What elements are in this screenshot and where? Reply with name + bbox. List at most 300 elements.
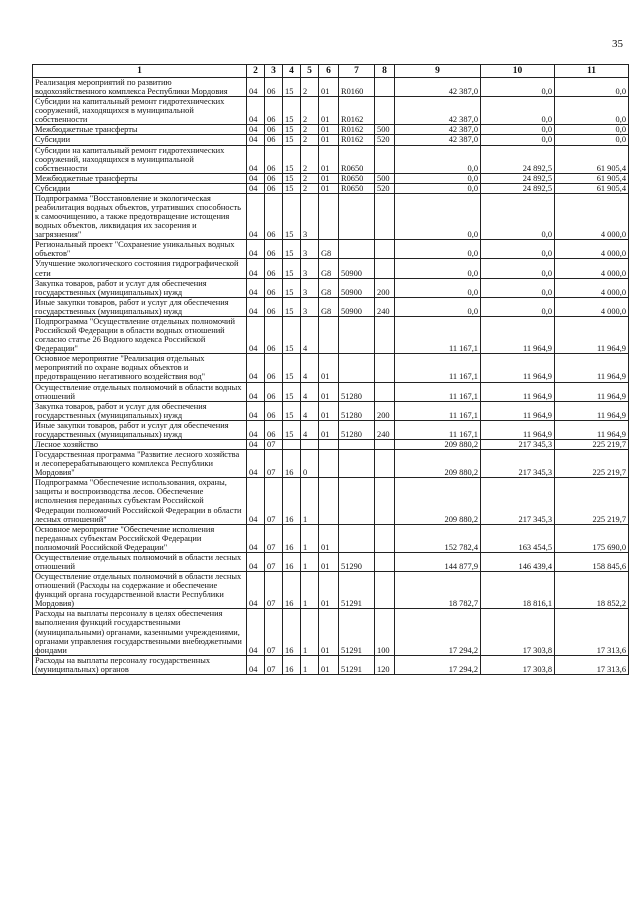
subsection-code-cell: 06 (265, 278, 283, 297)
table-row (33, 524, 629, 552)
expense-type-code-cell (375, 259, 395, 278)
direction-code-cell: R0160 (339, 78, 375, 97)
expense-type-code-cell (375, 97, 395, 125)
amount-year-2-cell: 11 964,9 (481, 420, 555, 439)
table-row (33, 450, 629, 478)
expense-name-cell: Подпрограмма "Обеспечение использования, охраны, защиты и воспроизводства лесов. Обеспечение исполнения переданных субъектам Российской Федерации полномочий Российской Федерации в области лесных отношений" (33, 478, 247, 524)
column-header: 9 (395, 65, 481, 78)
program-code-cell: 15 (283, 316, 301, 353)
expense-type-code-cell: 240 (375, 420, 395, 439)
amount-year-1-cell: 11 167,1 (395, 420, 481, 439)
amount-year-1-cell: 152 782,4 (395, 524, 481, 552)
program-code-cell: 16 (283, 655, 301, 674)
subprogram-code-cell: 2 (301, 173, 319, 183)
amount-year-3-cell: 61 905,4 (555, 183, 629, 193)
program-code-cell: 15 (283, 125, 301, 135)
subprogram-code-cell: 2 (301, 135, 319, 145)
subprogram-code-cell: 1 (301, 609, 319, 655)
amount-year-3-cell: 11 964,9 (555, 420, 629, 439)
subprogram-code-cell: 1 (301, 572, 319, 609)
expense-name-cell: Основное мероприятие "Обеспечение исполнения переданных субъектам Российской Федерации полномочий Российской Федерации" (33, 524, 247, 552)
table-row (33, 572, 629, 609)
event-code-cell: G8 (319, 297, 339, 316)
direction-code-cell (339, 354, 375, 382)
direction-code-cell: R0650 (339, 183, 375, 193)
event-code-cell: 01 (319, 655, 339, 674)
expense-name-cell: Иные закупки товаров, работ и услуг для обеспечения государственных (муниципальных) нужд (33, 297, 247, 316)
amount-year-1-cell: 18 782,7 (395, 572, 481, 609)
column-header: 1 (33, 65, 247, 78)
amount-year-2-cell: 11 964,9 (481, 382, 555, 401)
event-code-cell: 01 (319, 173, 339, 183)
program-code-cell (283, 439, 301, 449)
amount-year-1-cell: 0,0 (395, 240, 481, 259)
direction-code-cell: 50900 (339, 278, 375, 297)
table-row (33, 297, 629, 316)
section-code-cell: 04 (247, 278, 265, 297)
amount-year-3-cell: 11 964,9 (555, 354, 629, 382)
expense-name-cell: Субсидии на капитальный ремонт гидротехнических сооружений, находящихся в муниципальной собственности (33, 145, 247, 173)
amount-year-3-cell: 4 000,0 (555, 193, 629, 239)
subprogram-code-cell: 1 (301, 552, 319, 571)
table-row (33, 259, 629, 278)
expense-name-cell: Межбюджетные трансферты (33, 173, 247, 183)
expense-type-code-cell (375, 316, 395, 353)
event-code-cell: 01 (319, 183, 339, 193)
amount-year-2-cell: 163 454,5 (481, 524, 555, 552)
amount-year-1-cell: 42 387,0 (395, 125, 481, 135)
subsection-code-cell: 06 (265, 183, 283, 193)
amount-year-3-cell: 18 852,2 (555, 572, 629, 609)
table-row (33, 382, 629, 401)
subprogram-code-cell: 0 (301, 450, 319, 478)
amount-year-1-cell: 42 387,0 (395, 97, 481, 125)
program-code-cell: 15 (283, 78, 301, 97)
section-code-cell: 04 (247, 145, 265, 173)
table-row (33, 135, 629, 145)
amount-year-2-cell: 11 964,9 (481, 401, 555, 420)
program-code-cell: 16 (283, 478, 301, 524)
direction-code-cell: 51280 (339, 420, 375, 439)
section-code-cell: 04 (247, 78, 265, 97)
direction-code-cell: 50900 (339, 259, 375, 278)
subprogram-code-cell: 3 (301, 193, 319, 239)
amount-year-3-cell: 158 845,6 (555, 552, 629, 571)
section-code-cell: 04 (247, 420, 265, 439)
amount-year-2-cell: 217 345,3 (481, 478, 555, 524)
amount-year-3-cell: 0,0 (555, 135, 629, 145)
expense-type-code-cell (375, 354, 395, 382)
section-code-cell: 04 (247, 135, 265, 145)
event-code-cell: 01 (319, 382, 339, 401)
direction-code-cell: R0650 (339, 173, 375, 183)
amount-year-1-cell: 42 387,0 (395, 135, 481, 145)
amount-year-1-cell: 42 387,0 (395, 78, 481, 97)
expense-name-cell: Осуществление отдельных полномочий в области лесных отношений (33, 552, 247, 571)
amount-year-2-cell: 0,0 (481, 297, 555, 316)
subsection-code-cell: 06 (265, 354, 283, 382)
event-code-cell (319, 193, 339, 239)
amount-year-3-cell: 225 219,7 (555, 450, 629, 478)
direction-code-cell: 51291 (339, 609, 375, 655)
section-code-cell: 04 (247, 609, 265, 655)
subsection-code-cell: 07 (265, 655, 283, 674)
amount-year-2-cell: 11 964,9 (481, 316, 555, 353)
amount-year-2-cell: 0,0 (481, 193, 555, 239)
direction-code-cell: 51290 (339, 552, 375, 571)
program-code-cell: 15 (283, 135, 301, 145)
section-code-cell: 04 (247, 572, 265, 609)
subprogram-code-cell: 1 (301, 655, 319, 674)
expense-name-cell: Лесное хозяйство (33, 439, 247, 449)
amount-year-3-cell: 0,0 (555, 78, 629, 97)
expense-name-cell: Расходы на выплаты персоналу в целях обеспечения выполнения функций государственными (муниципальными) органами, казенными учреждениями, органами управления государственными внебюджетными фондами (33, 609, 247, 655)
event-code-cell (319, 439, 339, 449)
program-code-cell: 15 (283, 354, 301, 382)
table-row (33, 173, 629, 183)
section-code-cell: 04 (247, 173, 265, 183)
amount-year-3-cell: 4 000,0 (555, 259, 629, 278)
subprogram-code-cell: 3 (301, 259, 319, 278)
amount-year-3-cell: 0,0 (555, 125, 629, 135)
subsection-code-cell: 07 (265, 524, 283, 552)
amount-year-1-cell: 144 877,9 (395, 552, 481, 571)
header-row (33, 65, 629, 78)
direction-code-cell (339, 439, 375, 449)
section-code-cell: 04 (247, 297, 265, 316)
direction-code-cell (339, 524, 375, 552)
subsection-code-cell: 06 (265, 173, 283, 183)
expense-name-cell: Региональный проект "Сохранение уникальных водных объектов" (33, 240, 247, 259)
column-header: 8 (375, 65, 395, 78)
event-code-cell: 01 (319, 145, 339, 173)
direction-code-cell: R0162 (339, 97, 375, 125)
direction-code-cell (339, 316, 375, 353)
amount-year-2-cell: 217 345,3 (481, 439, 555, 449)
amount-year-1-cell: 0,0 (395, 183, 481, 193)
direction-code-cell: 51291 (339, 572, 375, 609)
event-code-cell: G8 (319, 278, 339, 297)
table-row (33, 655, 629, 674)
program-code-cell: 15 (283, 240, 301, 259)
event-code-cell: 01 (319, 552, 339, 571)
table-row (33, 316, 629, 353)
subprogram-code-cell: 3 (301, 240, 319, 259)
amount-year-2-cell: 146 439,4 (481, 552, 555, 571)
section-code-cell: 04 (247, 354, 265, 382)
expense-type-code-cell (375, 193, 395, 239)
program-code-cell: 15 (283, 278, 301, 297)
event-code-cell: 01 (319, 354, 339, 382)
budget-table (32, 64, 629, 675)
expense-name-cell: Осуществление отдельных полномочий в области водных отношений (33, 382, 247, 401)
amount-year-3-cell: 225 219,7 (555, 478, 629, 524)
program-code-cell: 15 (283, 420, 301, 439)
program-code-cell: 15 (283, 382, 301, 401)
column-header: 3 (265, 65, 283, 78)
program-code-cell: 15 (283, 97, 301, 125)
subprogram-code-cell: 1 (301, 524, 319, 552)
column-header: 4 (283, 65, 301, 78)
table-row (33, 240, 629, 259)
event-code-cell (319, 450, 339, 478)
expense-type-code-cell (375, 552, 395, 571)
amount-year-2-cell: 17 303,8 (481, 655, 555, 674)
event-code-cell: 01 (319, 420, 339, 439)
section-code-cell: 04 (247, 240, 265, 259)
program-code-cell: 16 (283, 552, 301, 571)
event-code-cell: 01 (319, 401, 339, 420)
section-code-cell: 04 (247, 450, 265, 478)
amount-year-1-cell: 209 880,2 (395, 450, 481, 478)
expense-name-cell: Закупка товаров, работ и услуг для обеспечения государственных (муниципальных) нужд (33, 401, 247, 420)
amount-year-1-cell: 0,0 (395, 278, 481, 297)
amount-year-3-cell: 225 219,7 (555, 439, 629, 449)
amount-year-3-cell: 4 000,0 (555, 297, 629, 316)
subprogram-code-cell: 4 (301, 420, 319, 439)
subsection-code-cell: 07 (265, 478, 283, 524)
section-code-cell: 04 (247, 97, 265, 125)
amount-year-2-cell: 24 892,5 (481, 145, 555, 173)
subsection-code-cell: 06 (265, 97, 283, 125)
amount-year-2-cell: 0,0 (481, 135, 555, 145)
amount-year-3-cell: 4 000,0 (555, 278, 629, 297)
expense-type-code-cell: 240 (375, 297, 395, 316)
event-code-cell: 01 (319, 97, 339, 125)
amount-year-3-cell: 61 905,4 (555, 145, 629, 173)
section-code-cell: 04 (247, 478, 265, 524)
section-code-cell: 04 (247, 524, 265, 552)
subsection-code-cell: 06 (265, 259, 283, 278)
expense-type-code-cell (375, 382, 395, 401)
amount-year-1-cell: 11 167,1 (395, 316, 481, 353)
expense-type-code-cell (375, 145, 395, 173)
program-code-cell: 16 (283, 524, 301, 552)
expense-type-code-cell (375, 450, 395, 478)
event-code-cell: 01 (319, 609, 339, 655)
amount-year-3-cell: 17 313,6 (555, 655, 629, 674)
subprogram-code-cell: 4 (301, 382, 319, 401)
expense-type-code-cell (375, 524, 395, 552)
subsection-code-cell: 07 (265, 439, 283, 449)
subsection-code-cell: 07 (265, 609, 283, 655)
amount-year-2-cell: 24 892,5 (481, 183, 555, 193)
column-header: 2 (247, 65, 265, 78)
amount-year-1-cell: 0,0 (395, 145, 481, 173)
subprogram-code-cell: 1 (301, 478, 319, 524)
program-code-cell: 15 (283, 145, 301, 173)
expense-type-code-cell (375, 478, 395, 524)
subsection-code-cell: 06 (265, 316, 283, 353)
subsection-code-cell: 06 (265, 193, 283, 239)
amount-year-2-cell: 0,0 (481, 259, 555, 278)
table-row (33, 552, 629, 571)
amount-year-1-cell: 17 294,2 (395, 609, 481, 655)
expense-name-cell: Подпрограмма "Восстановление и экологическая реабилитация водных объектов, утративших способность к самоочищению, а также предотвращение истощения водных объектов, ликвидация их засорения и загрязнения" (33, 193, 247, 239)
section-code-cell: 04 (247, 439, 265, 449)
expense-name-cell: Иные закупки товаров, работ и услуг для обеспечения государственных (муниципальных) нужд (33, 420, 247, 439)
expense-name-cell: Подпрограмма "Осуществление отдельных полномочий Российской Федерации в области водных отношений согласно статье 26 Водного кодекса Российской Федерации" (33, 316, 247, 353)
program-code-cell: 15 (283, 259, 301, 278)
amount-year-1-cell: 209 880,2 (395, 439, 481, 449)
direction-code-cell (339, 450, 375, 478)
expense-type-code-cell: 500 (375, 173, 395, 183)
amount-year-1-cell: 17 294,2 (395, 655, 481, 674)
amount-year-2-cell: 18 816,1 (481, 572, 555, 609)
expense-name-cell: Субсидии (33, 183, 247, 193)
amount-year-1-cell: 11 167,1 (395, 382, 481, 401)
expense-type-code-cell (375, 439, 395, 449)
amount-year-2-cell: 11 964,9 (481, 354, 555, 382)
amount-year-1-cell: 11 167,1 (395, 354, 481, 382)
subprogram-code-cell: 2 (301, 145, 319, 173)
subsection-code-cell: 07 (265, 572, 283, 609)
program-code-cell: 15 (283, 173, 301, 183)
event-code-cell: G8 (319, 259, 339, 278)
subsection-code-cell: 06 (265, 401, 283, 420)
table-row (33, 78, 629, 97)
amount-year-3-cell: 4 000,0 (555, 240, 629, 259)
event-code-cell: 01 (319, 78, 339, 97)
subsection-code-cell: 07 (265, 552, 283, 571)
subprogram-code-cell (301, 439, 319, 449)
amount-year-1-cell: 0,0 (395, 173, 481, 183)
table-row (33, 439, 629, 449)
program-code-cell: 16 (283, 572, 301, 609)
section-code-cell: 04 (247, 193, 265, 239)
table-row (33, 193, 629, 239)
section-code-cell: 04 (247, 125, 265, 135)
section-code-cell: 04 (247, 316, 265, 353)
event-code-cell: 01 (319, 135, 339, 145)
page-number: 35 (612, 38, 623, 50)
event-code-cell (319, 478, 339, 524)
amount-year-1-cell: 0,0 (395, 259, 481, 278)
amount-year-3-cell: 0,0 (555, 97, 629, 125)
amount-year-1-cell: 0,0 (395, 193, 481, 239)
subsection-code-cell: 06 (265, 125, 283, 135)
subsection-code-cell: 06 (265, 135, 283, 145)
amount-year-3-cell: 11 964,9 (555, 382, 629, 401)
amount-year-2-cell: 0,0 (481, 240, 555, 259)
direction-code-cell (339, 240, 375, 259)
column-header: 7 (339, 65, 375, 78)
expense-type-code-cell: 520 (375, 135, 395, 145)
table-row (33, 609, 629, 655)
amount-year-2-cell: 0,0 (481, 78, 555, 97)
table-row (33, 97, 629, 125)
direction-code-cell: R0162 (339, 125, 375, 135)
section-code-cell: 04 (247, 655, 265, 674)
expense-name-cell: Межбюджетные трансферты (33, 125, 247, 135)
expense-type-code-cell: 200 (375, 401, 395, 420)
event-code-cell: 01 (319, 572, 339, 609)
amount-year-2-cell: 24 892,5 (481, 173, 555, 183)
table-row (33, 145, 629, 173)
table-row (33, 401, 629, 420)
subprogram-code-cell: 3 (301, 278, 319, 297)
direction-code-cell: 51291 (339, 655, 375, 674)
subsection-code-cell: 06 (265, 145, 283, 173)
amount-year-3-cell: 175 690,0 (555, 524, 629, 552)
expense-name-cell: Расходы на выплаты персоналу государственных (муниципальных) органов (33, 655, 247, 674)
column-header: 5 (301, 65, 319, 78)
column-header: 11 (555, 65, 629, 78)
subsection-code-cell: 06 (265, 240, 283, 259)
program-code-cell: 15 (283, 183, 301, 193)
expense-type-code-cell (375, 572, 395, 609)
direction-code-cell (339, 478, 375, 524)
subprogram-code-cell: 3 (301, 297, 319, 316)
expense-name-cell: Закупка товаров, работ и услуг для обеспечения государственных (муниципальных) нужд (33, 278, 247, 297)
direction-code-cell: 51280 (339, 401, 375, 420)
program-code-cell: 15 (283, 193, 301, 239)
expense-type-code-cell: 120 (375, 655, 395, 674)
amount-year-2-cell: 0,0 (481, 278, 555, 297)
expense-type-code-cell (375, 240, 395, 259)
table-row (33, 278, 629, 297)
amount-year-2-cell: 0,0 (481, 97, 555, 125)
amount-year-3-cell: 17 313,6 (555, 609, 629, 655)
subsection-code-cell: 06 (265, 297, 283, 316)
expense-name-cell: Улучшение экологического состояния гидрографической сети (33, 259, 247, 278)
expense-name-cell: Основное мероприятие "Реализация отдельных мероприятий по охране водных объектов и предотвращению негативного воздействия вод" (33, 354, 247, 382)
column-header: 6 (319, 65, 339, 78)
subprogram-code-cell: 4 (301, 316, 319, 353)
subsection-code-cell: 06 (265, 420, 283, 439)
amount-year-3-cell: 61 905,4 (555, 173, 629, 183)
subprogram-code-cell: 2 (301, 78, 319, 97)
amount-year-1-cell: 0,0 (395, 297, 481, 316)
expense-type-code-cell: 100 (375, 609, 395, 655)
program-code-cell: 15 (283, 297, 301, 316)
direction-code-cell: R0162 (339, 135, 375, 145)
amount-year-2-cell: 217 345,3 (481, 450, 555, 478)
amount-year-2-cell: 17 303,8 (481, 609, 555, 655)
expense-name-cell: Осуществление отдельных полномочий в области лесных отношений (Расходы на содержание и обеспечение функций органа государственной власти Республики Мордовия) (33, 572, 247, 609)
program-code-cell: 15 (283, 401, 301, 420)
expense-name-cell: Субсидии на капитальный ремонт гидротехнических сооружений, находящихся в муниципальной собственности (33, 97, 247, 125)
program-code-cell: 16 (283, 450, 301, 478)
section-code-cell: 04 (247, 183, 265, 193)
subprogram-code-cell: 2 (301, 183, 319, 193)
expense-type-code-cell (375, 78, 395, 97)
amount-year-3-cell: 11 964,9 (555, 401, 629, 420)
section-code-cell: 04 (247, 259, 265, 278)
expense-name-cell: Реализация мероприятий по развитию водохозяйственного комплекса Республики Мордовия (33, 78, 247, 97)
table-row (33, 354, 629, 382)
expense-name-cell: Субсидии (33, 135, 247, 145)
subprogram-code-cell: 2 (301, 97, 319, 125)
direction-code-cell (339, 193, 375, 239)
amount-year-1-cell: 11 167,1 (395, 401, 481, 420)
direction-code-cell: 51280 (339, 382, 375, 401)
amount-year-2-cell: 0,0 (481, 125, 555, 135)
section-code-cell: 04 (247, 552, 265, 571)
subsection-code-cell: 06 (265, 78, 283, 97)
subprogram-code-cell: 4 (301, 354, 319, 382)
event-code-cell (319, 316, 339, 353)
expense-type-code-cell: 500 (375, 125, 395, 135)
section-code-cell: 04 (247, 382, 265, 401)
event-code-cell: 01 (319, 524, 339, 552)
column-header: 10 (481, 65, 555, 78)
section-code-cell: 04 (247, 401, 265, 420)
table-row (33, 183, 629, 193)
event-code-cell: 01 (319, 125, 339, 135)
table-row (33, 125, 629, 135)
subprogram-code-cell: 2 (301, 125, 319, 135)
